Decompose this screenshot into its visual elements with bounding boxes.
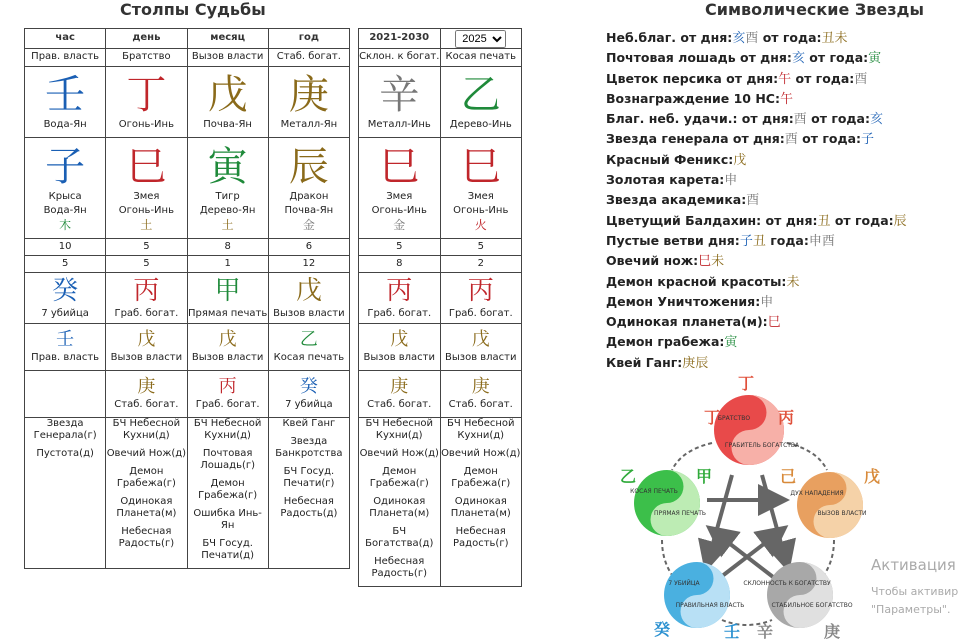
ten-god-label: Склон. к богат. — [359, 49, 441, 67]
nayin-element: 金 — [302, 218, 315, 232]
star-name: БЧ Небесной Кухни(д) — [365, 418, 434, 441]
number-cell: 5 — [25, 256, 106, 273]
hidden-stem-cell — [268, 273, 349, 324]
heavenly-stem-cell — [268, 67, 349, 138]
earthly-branch-cell — [106, 138, 187, 239]
hidden-stem-glyph: 庚 — [471, 376, 490, 397]
hidden-stem-cell — [359, 371, 441, 418]
symbolic-star-row: Квей Ганг:庚辰 — [606, 354, 709, 371]
number-cell: 5 — [440, 239, 522, 256]
control-arrow — [712, 530, 777, 580]
hidden-stem-glyph: 戊 — [137, 329, 156, 350]
hidden-stem-cell — [440, 324, 522, 371]
hidden-stem-glyph: 壬 — [56, 329, 75, 350]
symbolic-stars-title: Символические Звезды — [705, 0, 924, 19]
stem-element-label: Огонь-Инь — [118, 119, 174, 130]
branch-glyph: 申 — [724, 173, 738, 189]
hidden-stem-glyph: 戊 — [295, 276, 322, 306]
heavenly-stem-cell — [25, 67, 106, 138]
generate-arrow — [672, 443, 712, 470]
branch-glyph: 丑 — [821, 31, 835, 46]
symbolic-stars-cell — [106, 418, 187, 569]
hidden-stem-cell — [187, 371, 268, 418]
stem-glyph: 乙 — [460, 72, 501, 118]
symbolic-star-row: Овечий нож:巳未 — [606, 253, 725, 270]
diagram-label: ВЫЗОВ ВЛАСТИ — [817, 510, 867, 517]
diagram-stem: 戊 — [864, 467, 881, 486]
branch-glyph: 子 — [45, 144, 86, 190]
star-name: БЧ Богатства(д) — [365, 526, 434, 549]
hidden-stem-cell — [25, 324, 106, 371]
column-header — [440, 29, 522, 49]
diagram-label: СТАБИЛЬНОЕ БОГАТСТВО — [771, 602, 853, 609]
star-name: БЧ Небесной Кухни(д) — [112, 418, 181, 441]
branch-glyph: 巳 — [126, 144, 167, 190]
branch-glyph: 庚 — [682, 355, 696, 371]
star-name: Небесная Радость(г) — [371, 556, 427, 579]
star-name: Овечий Нож(д) — [441, 448, 521, 459]
symbolic-stars-list — [606, 28, 956, 373]
branch-animal: Тигр — [215, 191, 240, 202]
number-cell: 1 — [187, 256, 268, 273]
nayin-element: 土 — [140, 218, 153, 232]
branch-glyph: 未 — [834, 31, 848, 46]
star-name: БЧ Госуд. Печати(г) — [283, 466, 335, 489]
pillars-title: Столпы Судьбы — [120, 0, 266, 19]
hidden-stem-god: Вызов власти — [445, 352, 517, 363]
star-name: БЧ Небесной Кухни(д) — [446, 418, 515, 441]
hidden-stem-god: Косая печать — [273, 352, 345, 363]
generate-arrow — [662, 540, 672, 575]
hidden-stem-god: Вызов власти — [110, 352, 183, 363]
hidden-stem-god: Прав. власть — [31, 352, 100, 363]
diagram-stem: 丙 — [778, 408, 795, 427]
hidden-stem-god: Вызов власти — [363, 352, 435, 363]
star-name: Одинокая Планета(м) — [116, 496, 177, 519]
activation-line-1: Чтобы активир — [871, 585, 959, 598]
hidden-stem-cell — [106, 324, 187, 371]
star-name: Демон Грабежа(г) — [369, 466, 429, 489]
symbolic-star-row: Звезда академика:酉 — [606, 192, 760, 209]
hidden-stem-god: Стаб. богат. — [114, 399, 179, 410]
activation-watermark-title: Активация — [871, 556, 956, 574]
diagram-label: ПРЯМАЯ ПЕЧАТЬ — [654, 510, 706, 517]
hidden-stem-glyph: 丙 — [467, 276, 494, 306]
stem-element-label: Металл-Инь — [367, 119, 431, 130]
diagram-stem: 己 — [780, 467, 797, 486]
star-name: Одинокая Планета(м) — [369, 496, 430, 519]
number-cell: 8 — [359, 256, 441, 273]
stem-glyph: 壬 — [45, 72, 86, 118]
hidden-stem-god: Граб. богат. — [114, 308, 179, 319]
symbolic-star-row: Демон Уничтожения:申 — [606, 293, 774, 310]
hidden-stem-cell — [268, 324, 349, 371]
heavenly-stem-cell — [359, 67, 441, 138]
hidden-stem-god: 7 убийца — [41, 308, 89, 319]
symbolic-star-row: Цветок персика от дня:午 от года:酉 — [606, 70, 868, 87]
ten-gods-diagram — [612, 375, 882, 643]
hidden-stem-god: Прямая печать — [188, 308, 268, 319]
branch-glyph: 午 — [778, 71, 792, 87]
branch-glyph: 巳 — [379, 144, 420, 190]
heavenly-stem-cell — [106, 67, 187, 138]
ten-god-label: Косая печать — [440, 49, 522, 67]
number-cell: 5 — [106, 239, 187, 256]
control-arrow — [707, 475, 732, 565]
symbolic-star-row: Благ. неб. удачи.: от дня:酉 от года:亥 — [606, 111, 883, 128]
hidden-stem-glyph: 甲 — [214, 276, 241, 306]
hidden-stem-glyph: 庚 — [137, 376, 156, 397]
hidden-stem-cell — [25, 371, 106, 418]
hidden-stem-god: Стаб. богат. — [448, 399, 513, 410]
branch-glyph: 酉 — [793, 112, 807, 128]
symbolic-stars-cell — [440, 418, 522, 587]
branch-glyph: 酉 — [821, 233, 835, 249]
earthly-branch-cell — [268, 138, 349, 239]
symbolic-star-row: Одинокая планета(м):巳 — [606, 314, 781, 331]
hidden-stem-god: Вызов власти — [191, 352, 264, 363]
hidden-stem-cell — [106, 371, 187, 418]
column-header: час — [25, 29, 106, 49]
natal-pillars-table — [24, 28, 350, 569]
stem-glyph: 戊 — [207, 72, 248, 118]
star-name: Ошибка Инь-Ян — [193, 508, 262, 531]
ten-god-label: Стаб. богат. — [268, 49, 349, 67]
number-cell: 12 — [268, 256, 349, 273]
hidden-stem-cell — [440, 273, 522, 324]
number-cell: 10 — [25, 239, 106, 256]
hidden-stem-god: Стаб. богат. — [367, 399, 432, 410]
branch-glyph: 亥 — [869, 112, 883, 128]
column-header: год — [268, 29, 349, 49]
star-name: Небесная Радость(г) — [453, 526, 509, 549]
branch-glyph: 子 — [739, 233, 753, 249]
branch-element-label: Огонь-Инь — [453, 205, 509, 216]
symbolic-star-row: Демон грабежа:寅 — [606, 334, 738, 351]
control-arrow — [717, 530, 782, 580]
generate-arrow — [824, 540, 834, 575]
branch-glyph: 辰 — [893, 213, 907, 229]
branch-glyph: 子 — [861, 132, 875, 148]
hidden-stem-cell — [187, 324, 268, 371]
column-header: месяц — [187, 29, 268, 49]
hidden-stem-cell — [359, 324, 441, 371]
number-cell: 5 — [106, 256, 187, 273]
diagram-label: ГРАБИТЕЛЬ БОГАТСТВА — [724, 442, 800, 449]
hidden-stem-glyph: 丙 — [133, 276, 160, 306]
branch-element-label: Почва-Ян — [284, 205, 334, 216]
star-name: Демон Грабежа(г) — [116, 466, 176, 489]
branch-glyph: 酉 — [854, 71, 868, 87]
hidden-stem-god: Вызов власти — [273, 308, 345, 319]
symbolic-star-row: Демон красной красоты:未 — [606, 273, 800, 290]
diagram-stem: 丁 — [704, 408, 721, 427]
heavenly-stem-cell — [187, 67, 268, 138]
branch-element-label: Вода-Ян — [43, 205, 87, 216]
column-header: 2021-2030 — [359, 29, 441, 49]
star-name: Овечий Нож(д) — [359, 448, 439, 459]
ten-god-label: Братство — [106, 49, 187, 67]
star-name: Квей Ганг — [282, 418, 336, 429]
branch-element-label: Огонь-Инь — [371, 205, 427, 216]
star-name: Пустота(д) — [36, 448, 94, 459]
branch-glyph: 寅 — [868, 51, 882, 67]
control-arrow — [762, 475, 787, 565]
symbolic-star-row: Пустые ветви дня:子丑 года:申酉 — [606, 232, 835, 249]
diagram-stem: 甲 — [696, 467, 713, 486]
symbolic-star-row: Почтовая лошадь от дня:亥 от года:寅 — [606, 50, 882, 67]
symbolic-star-row: Звезда генерала от дня:酉 от года:子 — [606, 131, 875, 148]
symbolic-stars-cell — [25, 418, 106, 569]
symbolic-star-row: Неб.благ. от дня:亥酉 от года:丑未 — [606, 30, 848, 46]
hidden-stem-god: Граб. богат. — [367, 308, 432, 319]
stem-glyph: 庚 — [288, 72, 329, 118]
diagram-stem: 辛 — [757, 622, 774, 641]
star-name: Звезда Банкротства — [275, 436, 343, 459]
activation-watermark-text — [871, 583, 958, 619]
branch-animal: Дракон — [289, 191, 329, 202]
branch-glyph: 亥 — [791, 51, 805, 67]
branch-animal: Змея — [386, 191, 413, 202]
ten-god-label: Прав. власть — [25, 49, 106, 67]
branch-glyph: 酉 — [745, 31, 759, 46]
number-cell: 8 — [187, 239, 268, 256]
branch-element-label: Дерево-Ян — [199, 205, 256, 216]
branch-glyph: 寅 — [724, 335, 738, 351]
hidden-stem-cell — [359, 273, 441, 324]
diagram-stem: 丁 — [738, 375, 755, 393]
star-name: Звезда Генерала(г) — [33, 418, 97, 441]
star-name: Небесная Радость(г) — [118, 526, 175, 549]
stem-glyph: 丁 — [126, 72, 167, 118]
hidden-stem-glyph: 癸 — [299, 376, 318, 397]
stem-element-label: Почва-Ян — [203, 119, 252, 130]
earthly-branch-cell — [440, 138, 522, 239]
branch-glyph: 申 — [760, 294, 774, 310]
stem-element-label: Дерево-Инь — [449, 119, 512, 130]
hidden-stem-glyph: 戊 — [218, 329, 237, 350]
branch-glyph: 辰 — [695, 355, 709, 371]
branch-glyph: 辰 — [288, 144, 329, 190]
symbolic-star-row: Красный Феникс:戊 — [606, 151, 747, 168]
hidden-stem-god: Граб. богат. — [195, 399, 260, 410]
branch-glyph: 申 — [808, 233, 822, 249]
nayin-element: 土 — [221, 218, 234, 232]
branch-glyph: 戊 — [733, 152, 747, 168]
hidden-stem-glyph: 癸 — [52, 276, 79, 306]
star-name: Демон Грабежа(г) — [451, 466, 511, 489]
star-name: Одинокая Планета(м) — [450, 496, 511, 519]
hidden-stem-god: Граб. богат. — [448, 308, 513, 319]
hidden-stem-god: 7 убийца — [285, 399, 333, 410]
branch-animal: Змея — [467, 191, 494, 202]
hidden-stem-cell — [187, 273, 268, 324]
branch-glyph: 巳 — [460, 144, 501, 190]
symbolic-star-row: Золотая карета:申 — [606, 172, 738, 189]
branch-animal: Крыса — [48, 191, 82, 202]
star-name: БЧ Госуд. Печати(д) — [201, 538, 254, 561]
branch-glyph: 丑 — [752, 233, 766, 249]
branch-glyph: 寅 — [207, 144, 248, 190]
diagram-stem: 壬 — [724, 622, 741, 641]
branch-glyph: 酉 — [784, 132, 798, 148]
diagram-label: 7 УБИЙЦА — [668, 580, 700, 587]
stem-element-label: Вода-Ян — [43, 119, 87, 130]
symbolic-stars-cell — [359, 418, 441, 587]
hidden-stem-cell — [25, 273, 106, 324]
diagram-label: СКЛОННОСТЬ К БОГАТСТВУ — [743, 580, 831, 587]
nayin-element: 木 — [59, 218, 72, 232]
activation-line-2: "Параметры". — [871, 603, 951, 616]
branch-glyph: 丑 — [817, 213, 831, 229]
diagram-label: КОСАЯ ПЕЧАТЬ — [630, 488, 678, 495]
diagram-label: ДУХ НАПАДЕНИЯ — [790, 490, 844, 497]
nayin-element: 火 — [474, 218, 487, 232]
hidden-stem-cell — [106, 273, 187, 324]
heavenly-stem-cell — [440, 67, 522, 138]
symbolic-stars-cell — [187, 418, 268, 569]
year-select[interactable] — [455, 30, 506, 48]
earthly-branch-cell — [25, 138, 106, 239]
number-cell: 6 — [268, 239, 349, 256]
branch-glyph: 巳 — [767, 315, 781, 331]
stem-glyph: 辛 — [379, 72, 420, 118]
star-name: Почтовая Лошадь(г) — [200, 448, 256, 471]
branch-animal: Змея — [133, 191, 160, 202]
earthly-branch-cell — [187, 138, 268, 239]
diagram-label: ПРАВИЛЬНАЯ ВЛАСТЬ — [675, 602, 745, 609]
branch-glyph: 亥 — [732, 31, 746, 46]
hidden-stem-glyph: 乙 — [299, 329, 318, 350]
star-name: Демон Грабежа(г) — [198, 478, 258, 501]
symbolic-star-row: Цветущий Балдахин: от дня:丑 от года:辰 — [606, 212, 907, 229]
hidden-stem-glyph: 丙 — [218, 376, 237, 397]
hidden-stem-cell — [440, 371, 522, 418]
star-name: Овечий Нож(д) — [106, 448, 187, 459]
branch-glyph: 未 — [711, 254, 725, 270]
branch-glyph: 酉 — [746, 193, 760, 209]
branch-glyph: 巳 — [698, 254, 712, 270]
symbolic-stars-cell — [268, 418, 349, 569]
hidden-stem-glyph: 丙 — [386, 276, 413, 306]
diagram-stem: 庚 — [824, 622, 841, 641]
stem-element-label: Металл-Ян — [280, 119, 338, 130]
hidden-stem-cell — [268, 371, 349, 418]
number-cell: 2 — [440, 256, 522, 273]
hidden-stem-glyph: 戊 — [390, 329, 409, 350]
branch-element-label: Огонь-Инь — [118, 205, 174, 216]
nayin-element: 金 — [393, 218, 406, 232]
hidden-stem-glyph: 戊 — [471, 329, 490, 350]
number-cell: 5 — [359, 239, 441, 256]
luck-pillars-table — [358, 28, 522, 587]
column-header: день — [106, 29, 187, 49]
star-name: Небесная Радость(д) — [280, 496, 338, 519]
star-name: БЧ Небесной Кухни(д) — [193, 418, 262, 441]
ten-god-label: Вызов власти — [187, 49, 268, 67]
diagram-stem: 乙 — [620, 467, 637, 486]
branch-glyph: 未 — [786, 274, 800, 290]
diagram-label: БРАТСТВО — [717, 415, 751, 422]
branch-glyph: 午 — [779, 91, 793, 107]
diagram-stem: 癸 — [654, 620, 671, 639]
symbolic-star-row: Вознаграждение 10 НС:午 — [606, 90, 793, 107]
hidden-stem-glyph: 庚 — [390, 376, 409, 397]
earthly-branch-cell — [359, 138, 441, 239]
